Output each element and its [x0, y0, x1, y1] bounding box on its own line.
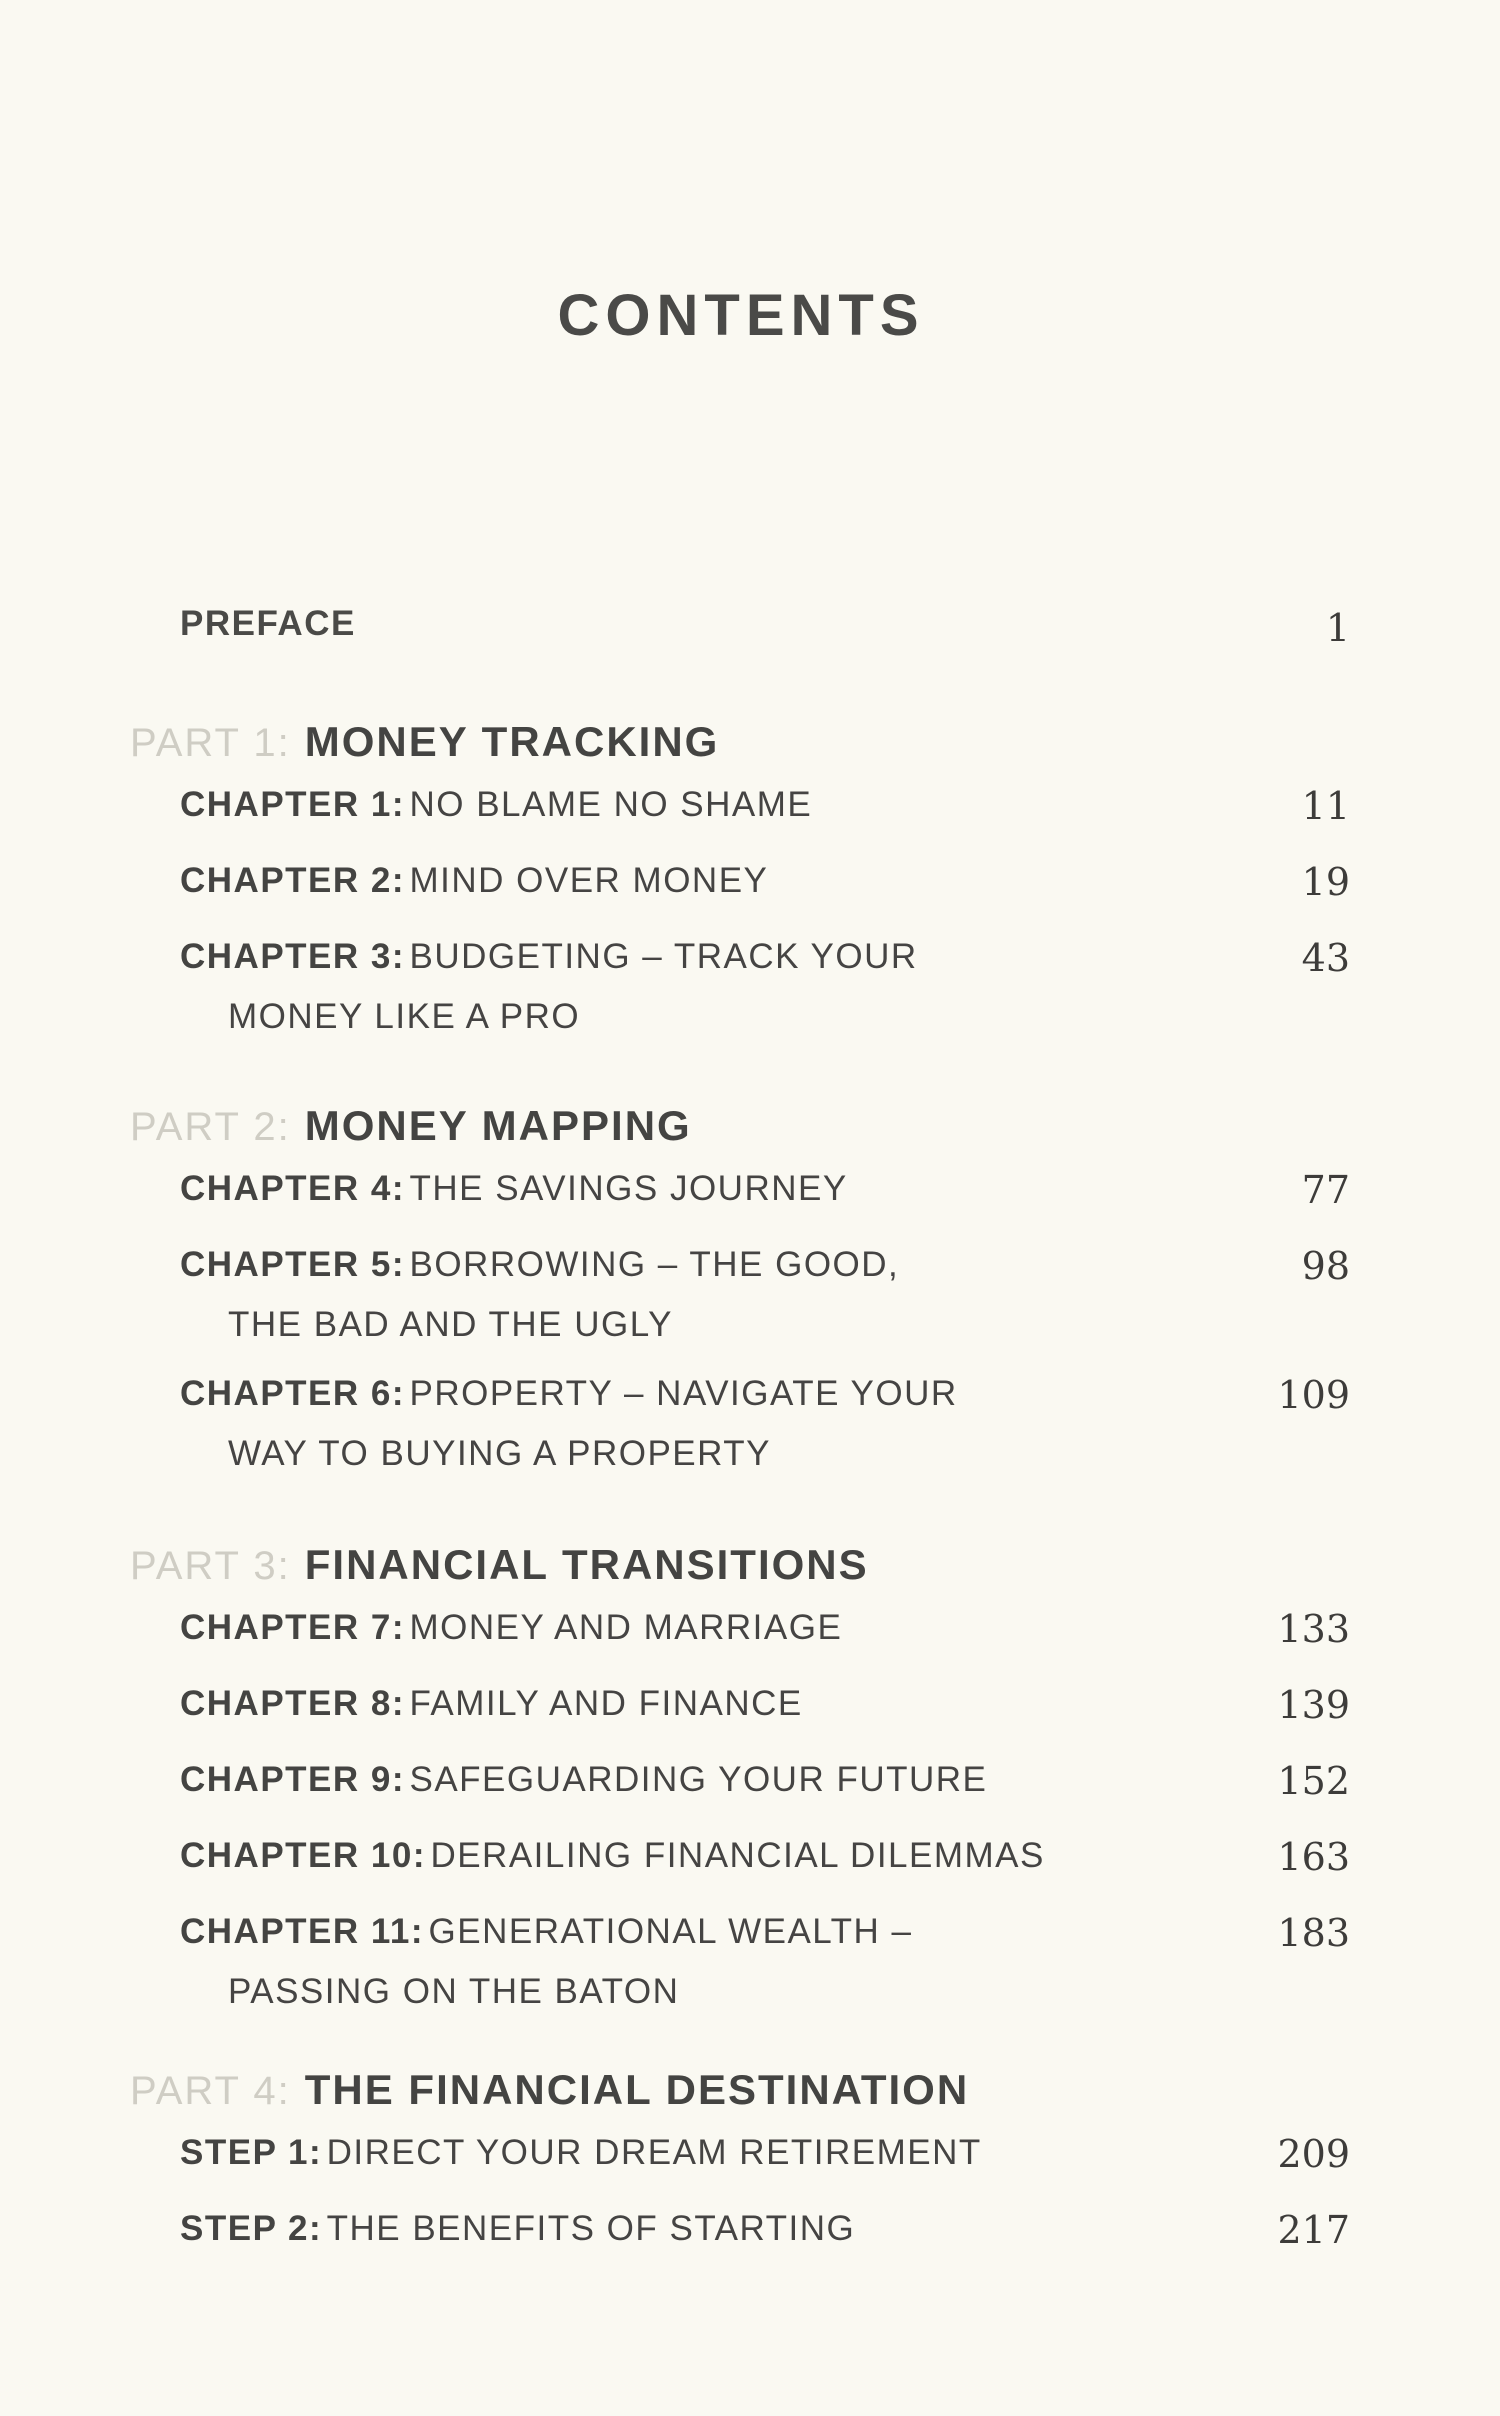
toc-entry-preface[interactable]: [180, 604, 1350, 654]
part-title: MONEY MAPPING: [304, 1102, 692, 1149]
page-title: CONTENTS: [557, 283, 925, 348]
part-title: THE FINANCIAL DESTINATION: [304, 2066, 970, 2113]
part-heading[interactable]: [130, 718, 1350, 778]
chapter-list: [130, 778, 1350, 1043]
toc-entry[interactable]: [130, 1677, 1350, 1737]
preface-label: PREFACE: [180, 604, 356, 643]
chapter-label: CHAPTER 11:: [180, 1912, 425, 1951]
toc-entry[interactable]: [130, 2126, 1350, 2186]
chapter-title: NO BLAME NO SHAME: [409, 785, 813, 824]
page-number: 209: [1277, 2132, 1350, 2176]
toc-entry[interactable]: [130, 1367, 1350, 1480]
part-section-4: [130, 2066, 1350, 2278]
chapter-title: FAMILY AND FINANCE: [409, 1684, 803, 1723]
toc-entry[interactable]: [130, 930, 1350, 1043]
chapter-title: DERAILING FINANCIAL DILEMMAS: [430, 1836, 1045, 1875]
part-number: PART 1:: [130, 721, 291, 765]
chapter-title: SAFEGUARDING YOUR FUTURE: [409, 1760, 988, 1799]
page-number: 11: [1301, 784, 1350, 828]
toc-entry[interactable]: [130, 1905, 1350, 2018]
step-label: STEP 1:: [180, 2133, 323, 2172]
step-label: STEP 2:: [180, 2209, 323, 2248]
chapter-label: CHAPTER 1:: [180, 785, 406, 824]
chapter-list: [130, 1162, 1350, 1480]
part-heading[interactable]: [130, 1102, 1350, 1162]
chapter-title-continued: THE BAD AND THE UGLY: [228, 1305, 673, 1344]
page-number: 1: [1325, 606, 1350, 650]
part-section-3: [130, 1541, 1350, 2034]
page-number: 98: [1301, 1244, 1350, 1288]
part-section-2: [130, 1102, 1350, 1496]
chapter-label: CHAPTER 10:: [180, 1836, 426, 1875]
page-number: 183: [1277, 1911, 1350, 1955]
step-title: THE BENEFITS OF STARTING: [326, 2209, 856, 2248]
toc-entry[interactable]: [130, 2202, 1350, 2262]
toc-entry[interactable]: [130, 1238, 1350, 1351]
part-number: PART 2:: [130, 1105, 291, 1149]
page-number: 77: [1301, 1168, 1350, 1212]
chapter-title: BORROWING – THE GOOD,: [409, 1245, 900, 1284]
toc-entry[interactable]: [130, 1829, 1350, 1889]
part-title: MONEY TRACKING: [304, 718, 720, 765]
toc-entry[interactable]: [130, 1601, 1350, 1661]
chapter-title-continued: PASSING ON THE BATON: [228, 1972, 680, 2011]
chapter-title-continued: WAY TO BUYING A PROPERTY: [228, 1434, 772, 1473]
part-number: PART 4:: [130, 2069, 291, 2113]
chapter-list: [130, 2126, 1350, 2262]
part-heading[interactable]: [130, 1541, 1350, 1601]
page-number: 217: [1277, 2208, 1350, 2252]
step-title: DIRECT YOUR DREAM RETIREMENT: [326, 2133, 982, 2172]
chapter-title: PROPERTY – NAVIGATE YOUR: [409, 1374, 958, 1413]
part-section-1: [130, 718, 1350, 1059]
chapter-title: THE SAVINGS JOURNEY: [409, 1169, 848, 1208]
toc-entry[interactable]: [130, 854, 1350, 914]
page-number: 133: [1277, 1607, 1350, 1651]
chapter-label: CHAPTER 8:: [180, 1684, 406, 1723]
chapter-label: CHAPTER 9:: [180, 1760, 406, 1799]
page-number: 109: [1277, 1373, 1350, 1417]
page-number: 19: [1301, 860, 1350, 904]
chapter-list: [130, 1601, 1350, 2018]
chapter-title: MIND OVER MONEY: [409, 861, 769, 900]
chapter-title: GENERATIONAL WEALTH –: [428, 1912, 913, 1951]
page-number: 43: [1301, 936, 1350, 980]
part-heading[interactable]: [130, 2066, 1350, 2126]
part-number: PART 3:: [130, 1544, 291, 1588]
toc-entry[interactable]: [130, 1162, 1350, 1222]
chapter-label: CHAPTER 6:: [180, 1374, 406, 1413]
chapter-label: CHAPTER 7:: [180, 1608, 406, 1647]
chapter-label: CHAPTER 2:: [180, 861, 406, 900]
toc-entry[interactable]: [130, 1753, 1350, 1813]
chapter-label: CHAPTER 3:: [180, 937, 406, 976]
toc-entry[interactable]: [130, 778, 1350, 838]
chapter-title-continued: MONEY LIKE A PRO: [228, 997, 581, 1036]
part-title: FINANCIAL TRANSITIONS: [304, 1541, 869, 1588]
chapter-title: BUDGETING – TRACK YOUR: [409, 937, 918, 976]
chapter-label: CHAPTER 4:: [180, 1169, 406, 1208]
page-number: 152: [1277, 1759, 1350, 1803]
chapter-label: CHAPTER 5:: [180, 1245, 406, 1284]
chapter-title: MONEY AND MARRIAGE: [409, 1608, 843, 1647]
page-number: 163: [1277, 1835, 1350, 1879]
page-number: 139: [1277, 1683, 1350, 1727]
